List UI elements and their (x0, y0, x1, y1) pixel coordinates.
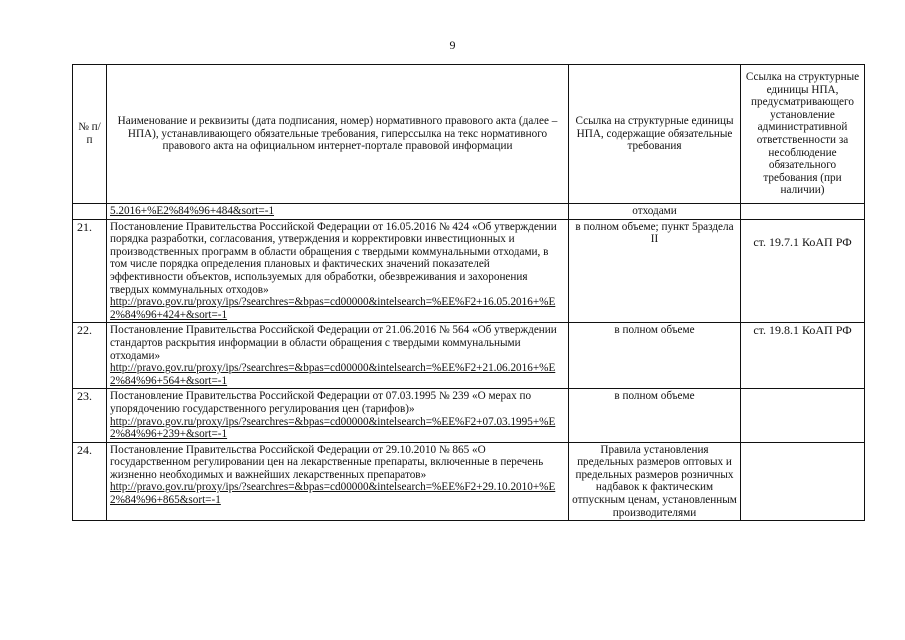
header-col-name: Наименование и реквизиты (дата подписания, номер) нормативного правового акта (далее – НПА), устанавливающего обязательные требования, гиперссылка на текс нормативного правового акта на официальном интернет-портале правовой информации (107, 65, 569, 204)
row-act (107, 442, 569, 521)
header-col-number: № п/п (73, 65, 107, 204)
row-act-text: Постановление Правительства Российской Федерации от 07.03.1995 № 239 «О мерах по упорядочению государственного регулирования цен (тарифов)» (110, 390, 532, 415)
row-units: в полном объеме (569, 389, 741, 442)
row-units: в полном объеме; пункт 5раздела II (569, 219, 741, 323)
row-liability: ст. 19.7.1 КоАП РФ (741, 219, 865, 323)
row-act (107, 323, 569, 389)
continuation-row (73, 204, 865, 220)
row-act-text: Постановление Правительства Российской Федерации от 21.06.2016 № 564 «Об утверждении стандартов раскрытия информации в области обращения с твердыми коммунальными отходами» (110, 324, 557, 362)
continuation-liability (741, 204, 865, 220)
table-row (73, 389, 865, 442)
row-number: 24. (73, 442, 107, 521)
row-liability: ст. 19.8.1 КоАП РФ (741, 323, 865, 389)
row-act-link[interactable]: http://pravo.gov.ru/proxy/ips/?searchres=&bpas=cd00000&intelsearch=%EE%F2+16.05.2016+%E2%84%96+424+&sort=-1 (110, 296, 556, 321)
row-act-text: Постановление Правительства Российской Федерации от 16.05.2016 № 424 «Об утверждении порядка разработки, согласования, утверждения и корректировки инвестиционных и производственных программ в области обращения с твердыми коммунальными отходами, в том числе порядка определения плановых и фактических значений показателей эффективности объектов, используемых для обработки, обезвреживания и захоронения твердых коммунальных отходов» (110, 220, 557, 296)
row-act-text: Постановление Правительства Российской Федерации от 29.10.2010 № 865 «О государственном регулировании цен на лекарственные препараты, включенные в перечень жизненно необходимых и важнейших лекарственных препаратов» (110, 443, 544, 481)
row-act-link[interactable]: http://pravo.gov.ru/proxy/ips/?searchres=&bpas=cd00000&intelsearch=%EE%F2+29.10.2010+%E2%84%96+865&sort=-1 (110, 481, 556, 507)
row-units: Правила установления предельных размеров оптовых и предельных размеров розничных надбавок к фактическим отпускным ценам, установленным производителями (569, 442, 741, 521)
row-units: в полном объеме (569, 323, 741, 389)
continuation-num (73, 204, 107, 220)
npa-table (72, 64, 865, 521)
row-act-link[interactable]: http://pravo.gov.ru/proxy/ips/?searchres=&bpas=cd00000&intelsearch=%EE%F2+21.06.2016+%E2%84%96+564+&sort=-1 (110, 362, 556, 387)
table-row (73, 442, 865, 521)
continuation-link[interactable]: 5.2016+%E2%84%96+484&sort=-1 (110, 205, 275, 217)
row-number: 21. (73, 219, 107, 323)
table-row (73, 323, 865, 389)
row-act-link[interactable]: http://pravo.gov.ru/proxy/ips/?searchres=&bpas=cd00000&intelsearch=%EE%F2+07.03.1995+%E2%84%96+239+&sort=-1 (110, 415, 556, 441)
header-col-units: Ссылка на структурные единицы НПА, содержащие обязательные требования (569, 65, 741, 204)
row-act (107, 389, 569, 442)
row-liability (741, 389, 865, 442)
header-col-liability: Ссылка на структурные единицы НПА, предусматривающего установление административной ответственности за несоблюдение обязательного требования (при наличии) (741, 65, 865, 204)
continuation-units: отходами (569, 204, 741, 220)
table-row (73, 219, 865, 323)
page-number: 9 (449, 38, 456, 52)
row-liability (741, 442, 865, 521)
row-number: 23. (73, 389, 107, 442)
table-header-row (73, 65, 865, 204)
row-number: 22. (73, 323, 107, 389)
row-act (107, 219, 569, 323)
